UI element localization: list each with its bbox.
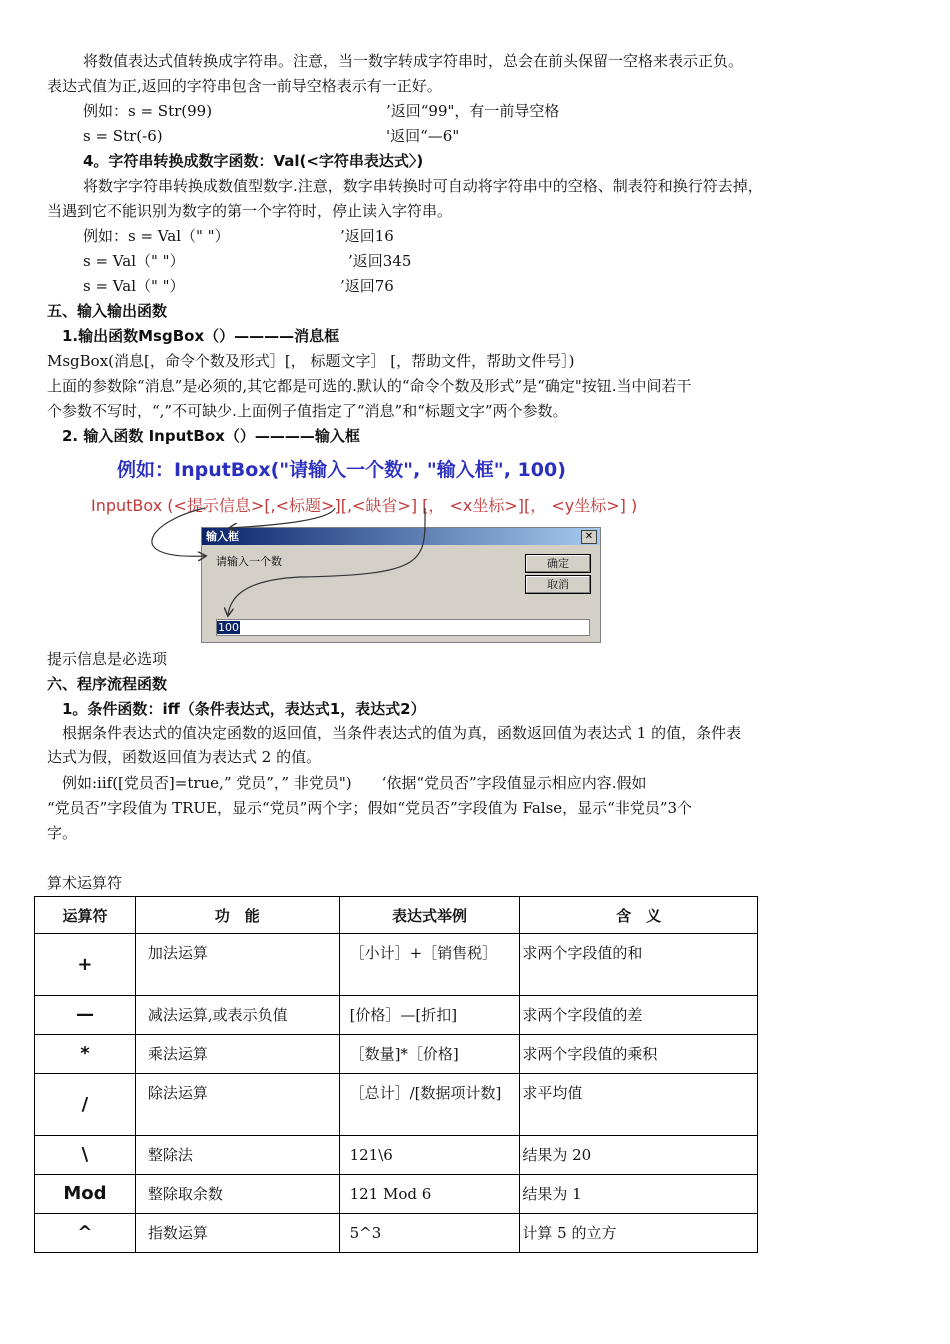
header-meaning: 含 义 — [520, 897, 758, 934]
operator-cell: ^ — [35, 1214, 136, 1253]
table-row — [35, 1074, 758, 1136]
code-comment: ’返回“99"，有一前导空格 — [386, 102, 560, 120]
paragraph-line: “党员否”字段值为 TRUE，显示“党员”两个字；假如“党员否”字段值为 False，显示“非党员”3个 — [47, 799, 693, 817]
paragraph-line: 达式为假，函数返回值为表达式 2 的值。 — [47, 748, 322, 766]
meaning-cell: 结果为 20 — [520, 1136, 758, 1175]
meaning-cell: 求两个字段值的差 — [520, 996, 758, 1035]
subsection-heading: 1.输出函数MsgBox（）————消息框 — [62, 327, 340, 345]
meaning-cell: 求平均值 — [520, 1074, 758, 1136]
meaning-cell: 求两个字段值的和 — [520, 934, 758, 996]
function-cell: 减法运算,或表示负值 — [135, 996, 339, 1035]
operator-cell: + — [35, 934, 136, 996]
section-heading: 五、输入输出函数 — [47, 302, 168, 320]
example-cell: 5^3 — [339, 1214, 520, 1253]
table-row — [35, 1175, 758, 1214]
meaning-cell: 求两个字段值的乘积 — [520, 1035, 758, 1074]
header-operator: 运算符 — [35, 897, 136, 934]
table-row — [35, 996, 758, 1035]
table-row — [35, 934, 758, 996]
meaning-cell: 结果为 1 — [520, 1175, 758, 1214]
paragraph-line: 上面的参数除“消息”是必须的,其它都是可选的.默认的“命令个数及形式”是“确定"按钮.当中间若干 — [47, 377, 692, 395]
function-cell: 除法运算 — [135, 1074, 339, 1136]
example-cell: 121\6 — [339, 1136, 520, 1175]
paragraph-line: 根据条件表达式的值决定函数的返回值，当条件表达式的值为真，函数返回值为表达式 1 的值，条件表 — [62, 724, 742, 742]
dialog-title: 输入框 — [202, 528, 600, 545]
section-heading: 4。字符串转换成数字函数：Val(<字符串表达式〉) — [83, 152, 424, 170]
header-function: 功 能 — [135, 897, 339, 934]
figure-example-title: 例如：InputBox("请输入一个数", "输入框", 100) — [117, 459, 566, 481]
example-cell: ［数量]*［价格] — [339, 1035, 520, 1074]
dialog-input-value: 100 — [218, 621, 239, 634]
operator-cell: * — [35, 1035, 136, 1074]
paragraph-line: 将数字字符串转换成数值型数字.注意，数字串转换时可自动将字符串中的空格、制表符和换行符去掉， — [83, 177, 763, 195]
subsection-heading: 1。条件函数：iff（条件表达式，表达式1，表达式2） — [62, 700, 426, 718]
table-row — [35, 1035, 758, 1074]
operators-table — [34, 896, 758, 1253]
paragraph-line: 表达式值为正,返回的字符串包含一前导空格表示有一正好。 — [47, 77, 442, 95]
paragraph-line: 将数值表达式值转换成字符串。注意，当一数字转成字符串时，总会在前头保留一空格来表示正负。 — [83, 52, 744, 70]
paragraph-line: 字。 — [47, 824, 78, 842]
table-row — [35, 1214, 758, 1253]
code-example: s = Val（" "） — [83, 252, 185, 270]
operator-cell: / — [35, 1074, 136, 1136]
operator-cell: \ — [35, 1136, 136, 1175]
header-example: 表达式举例 — [339, 897, 520, 934]
code-comment: '返回“—6" — [386, 127, 460, 145]
table-row — [35, 1136, 758, 1175]
paragraph-line: 提示信息是必选项 — [47, 650, 168, 668]
code-example: 例如：s = Str(99) — [83, 102, 213, 120]
code-comment: ’返回16 — [340, 227, 394, 245]
ok-button[interactable]: 确定 — [525, 554, 591, 573]
example-cell: ［小计］+［销售税］ — [339, 934, 520, 996]
figure-syntax: InputBox (<提示信息>[,<标题>][,<缺省>] [， <x坐标>][， <y坐标>] ) — [91, 496, 638, 515]
code-example: 例如：s = Val（" "） — [83, 227, 230, 245]
meaning-cell: 计算 5 的立方 — [520, 1214, 758, 1253]
code-comment: ’返回345 — [348, 252, 412, 270]
section-heading: 六、程序流程函数 — [47, 675, 168, 693]
inputbox-dialog — [201, 527, 601, 643]
table-header-row — [35, 897, 758, 934]
operator-cell: Mod — [35, 1175, 136, 1214]
example-cell: ［总计］/[数据项计数] — [339, 1074, 520, 1136]
function-cell: 乘法运算 — [135, 1035, 339, 1074]
paragraph-line: 例如:iif([党员否]=true,” 党员”，” 非党员") ‘依据“党员否”字段值显示相应内容.假如 — [62, 774, 647, 792]
function-cell: 指数运算 — [135, 1214, 339, 1253]
code-comment: ’返回76 — [340, 277, 394, 295]
paragraph-line: 当遇到它不能识别为数字的第一个字符时，停止读入字符串。 — [47, 202, 453, 220]
function-cell: 整除法 — [135, 1136, 339, 1175]
paragraph-line: 个参数不写时，“,”不可缺少.上面例子值指定了“消息”和“标题文字”两个参数。 — [47, 402, 568, 420]
close-icon[interactable]: ✕ — [581, 530, 597, 544]
example-cell: [价格］—[折扣] — [339, 996, 520, 1035]
dialog-prompt: 请输入一个数 — [216, 555, 282, 568]
syntax-line: MsgBox(消息[，命令个数及形式］[， 标题文字］ [，帮助文件，帮助文件号］) — [47, 352, 575, 370]
cancel-button[interactable]: 取消 — [525, 575, 591, 594]
dialog-input-field[interactable] — [216, 619, 590, 636]
function-cell: 整除取余数 — [135, 1175, 339, 1214]
code-example: s = Str(-6) — [83, 127, 163, 145]
example-cell: 121 Mod 6 — [339, 1175, 520, 1214]
function-cell: 加法运算 — [135, 934, 339, 996]
table-caption: 算术运算符 — [47, 874, 123, 892]
subsection-heading: 2. 输入函数 InputBox（）————输入框 — [62, 427, 360, 445]
code-example: s = Val（" "） — [83, 277, 185, 295]
operator-cell: — — [35, 996, 136, 1035]
